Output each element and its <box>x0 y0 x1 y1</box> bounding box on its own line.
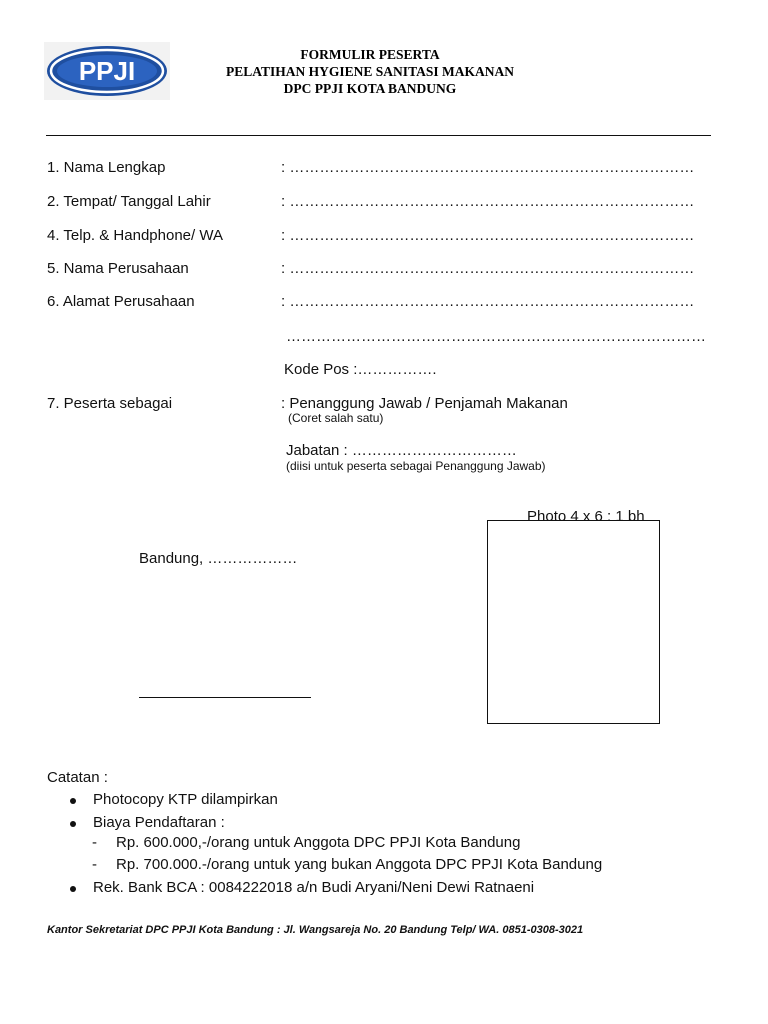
field-value-ttl[interactable]: : ……………………………………………………………………… <box>281 193 695 210</box>
field-label-alamat: 6. Alamat Perusahaan <box>47 293 195 310</box>
header-title: FORMULIR PESERTA <box>300 47 440 62</box>
signature-line[interactable] <box>139 697 311 698</box>
field-value-alamat[interactable]: : ……………………………………………………………………… <box>281 293 695 310</box>
catatan-item-text: Photocopy KTP dilampirkan <box>93 791 278 808</box>
header-subtitle: PELATIHAN HYGIENE SANITASI MAKANAN <box>226 64 514 79</box>
field-jabatan[interactable]: Jabatan : …………………………… <box>286 442 517 459</box>
peserta-note: (Coret salah satu) <box>288 411 384 425</box>
footer-address: Kantor Sekretariat DPC PPJI Kota Bandung : Jl. Wangsareja No. 20 Bandung Telp/ WA. 0851-0308-3021 <box>47 924 584 936</box>
dash-icon: - <box>92 834 97 851</box>
field-kode-pos[interactable]: Kode Pos :……………. <box>284 361 437 378</box>
field-label-peserta: 7. Peserta sebagai <box>47 395 173 412</box>
catatan-subitem-text: Rp. 700.000.-/orang untuk yang bukan Anggota DPC PPJI Kota Bandung <box>116 856 603 873</box>
field-value-nama[interactable]: : ……………………………………………………………………… <box>281 159 695 176</box>
catatan-item-text: Biaya Pendaftaran : <box>93 814 225 831</box>
logo-text: PPJI <box>78 56 136 86</box>
form-header <box>170 46 570 97</box>
field-value-alamat-line2[interactable]: ………………………………………………………………………… <box>286 328 706 345</box>
ppji-logo-icon <box>44 42 170 100</box>
field-label-nama: 1. Nama Lengkap <box>47 159 166 176</box>
field-label-perusahaan: 5. Nama Perusahaan <box>47 260 189 277</box>
field-value-telp[interactable]: : ……………………………………………………………………… <box>281 227 695 244</box>
field-value-peserta[interactable]: : Penanggung Jawab / Penjamah Makanan <box>281 395 568 412</box>
catatan-subitem-text: Rp. 600.000,-/orang untuk Anggota DPC PPJI Kota Bandung <box>116 834 521 851</box>
dash-icon: - <box>92 856 97 873</box>
ppji-logo <box>44 42 170 100</box>
field-label-ttl: 2. Tempat/ Tanggal Lahir <box>47 193 211 210</box>
jabatan-note: (diisi untuk peserta sebagai Penanggung Jawab) <box>286 459 546 473</box>
place-date[interactable]: Bandung, ……………… <box>139 550 298 567</box>
bullet-icon <box>70 886 76 892</box>
field-value-perusahaan[interactable]: : ……………………………………………………………………… <box>281 260 695 277</box>
photo-box[interactable] <box>487 520 660 724</box>
photo-label: Photo 4 x 6 : 1 bh <box>527 508 645 525</box>
field-label-telp: 4. Telp. & Handphone/ WA <box>47 227 223 244</box>
bullet-icon <box>70 798 76 804</box>
header-organization: DPC PPJI KOTA BANDUNG <box>283 81 457 96</box>
bullet-icon <box>70 821 76 827</box>
catatan-item-text: Rek. Bank BCA : 0084222018 a/n Budi Aryani/Neni Dewi Ratnaeni <box>93 879 535 896</box>
catatan-title: Catatan : <box>47 769 108 786</box>
header-divider <box>46 135 711 136</box>
